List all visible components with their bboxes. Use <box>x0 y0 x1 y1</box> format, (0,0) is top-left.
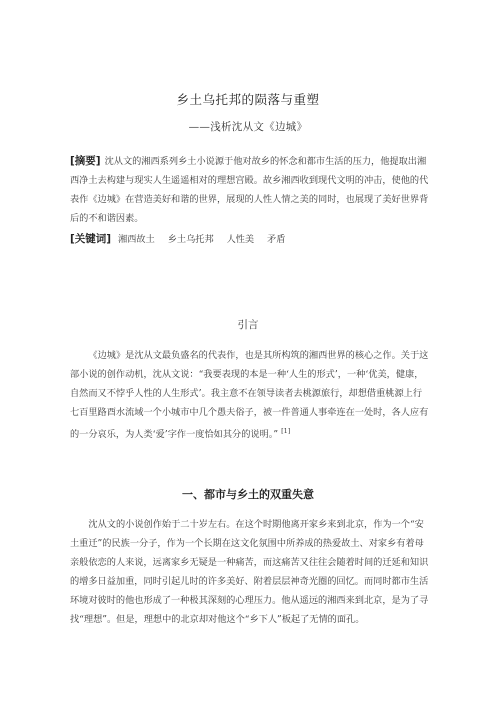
intro-paragraph <box>70 346 430 444</box>
intro-heading: 引言 <box>237 319 259 331</box>
keyword: 乡土乌托邦 <box>167 234 214 245</box>
keyword: 湘西故土 <box>118 234 155 245</box>
keyword: 矛盾 <box>267 234 286 245</box>
abstract-label: [摘要] <box>70 155 101 167</box>
abstract-text: 沈从文的湘西系列乡土小说源于他对故乡的怀念和都市生活的压力，他提取出湘西净土去构建与现实人生遥遥相对的理想宫殿。故乡湘西收到现代文明的冲击，使他的代表作《边城》在营造美好和谐的世界，展现的人性人情之美的同时，也展现了美好世界背后的不和谐因素。 <box>70 156 429 224</box>
paper-title: 乡土乌托邦的陨落与重塑 <box>176 92 320 107</box>
keywords <box>70 230 430 249</box>
keywords-label: [关键词] <box>70 233 112 245</box>
section-heading: 一、都市与乡土的双重失意 <box>182 488 314 501</box>
keyword: 人性美 <box>226 234 255 245</box>
abstract <box>70 152 430 228</box>
intro-text: 《边城》是沈从文最负盛名的代表作，也是其所构筑的湘西世界的核心之作。关于这部小说的创作动机，沈从文说：“我要表现的本是一种‘人生的形式’，一种‘优美，健康，自然而又不悖乎人性的人生形式’。我主意不在领导读者去桃源旅行，却想借重桃源上行七百里路酉水流域一个小城市中几个愚夫俗子，被一件普通人事牵连在一处时，各人应有的一分哀乐，为人类‘爱’字作一度恰如其分的说明。” <box>70 350 429 441</box>
section-paragraph: 沈从文的小说创作始于二十岁左右。在这个时期他离开家乡来到北京，作为一个“安土重迁”的民族一分子，作为一个长期在这文化氛围中所养成的热爱故土、对家乡有着母亲般依恋的人来说，远离家乡无疑是一种痛苦，而这痛苦又往往会随着时间的迁延和知识的增多日益加重，同时引起儿时的许多美好、附着层层神奇光圈的回忆。而同时都市生活环境对彼时的他也形成了一种极其深刻的心理压力。他从遥远的湘西来到北京，是为了寻找“理想”。但是，理想中的北京却对他这个“乡下人”板起了无情的面孔。 <box>70 519 429 625</box>
paper-subtitle: ——浅析沈从文《边城》 <box>188 121 308 133</box>
citation-mark: [1] <box>281 427 291 435</box>
